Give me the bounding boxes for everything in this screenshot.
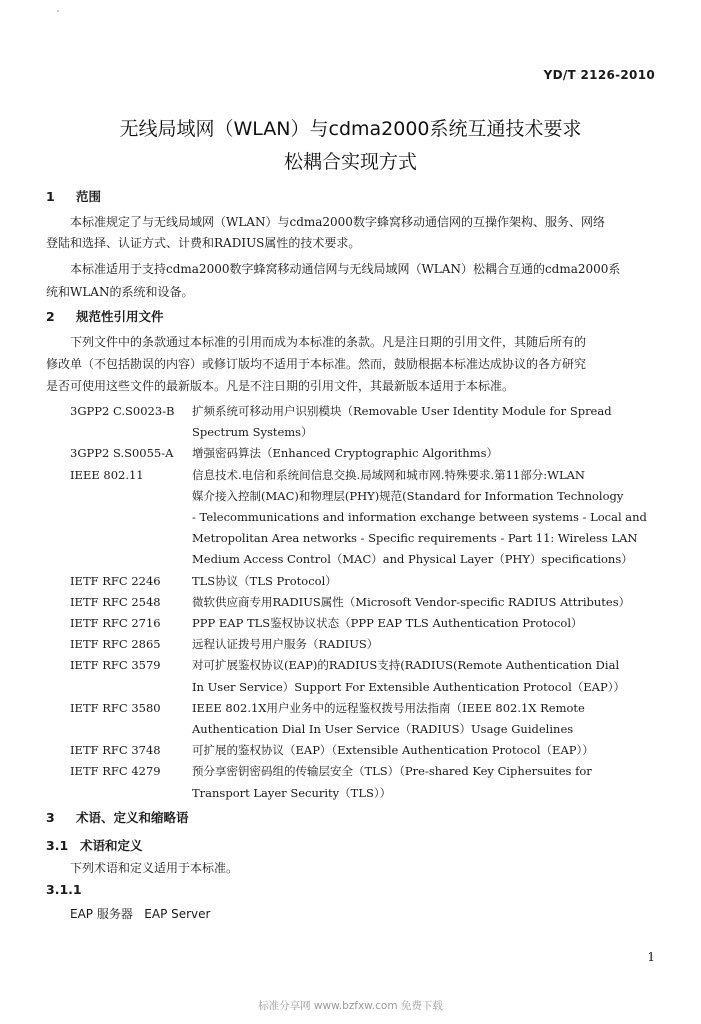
reference-code: IETF RFC 3579 bbox=[70, 658, 161, 673]
reference-code: IETF RFC 2865 bbox=[70, 637, 161, 652]
reference-description-line: 增强密码算法（Enhanced Cryptographic Algorithms） bbox=[192, 446, 498, 461]
term-entry: EAP 服务器 EAP Server bbox=[70, 907, 211, 921]
reference-description-line: Medium Access Control（MAC）and Physical Layer（PHY）specifications） bbox=[192, 552, 633, 567]
paragraph-line: 下列术语和定义适用于本标准。 bbox=[70, 861, 239, 875]
reference-description-line: 可扩展的鉴权协议（EAP）（Extensible Authentication Protocol（EAP）） bbox=[192, 743, 594, 758]
document-number: YD/T 2126-2010 bbox=[543, 68, 655, 82]
reference-description bbox=[192, 740, 655, 761]
title-line-1: 无线局域网（WLAN）与cdma2000系统互通技术要求 bbox=[119, 118, 582, 140]
reference-description-line: 远程认证拨号用户服务（RADIUS） bbox=[192, 637, 379, 652]
reference-description bbox=[192, 698, 655, 740]
subsection-3-1-heading bbox=[46, 836, 143, 854]
reference-item bbox=[70, 634, 655, 655]
reference-code: IETF RFC 2716 bbox=[70, 616, 161, 631]
reference-description-line: PPP EAP TLS鉴权协议状态（PPP EAP TLS Authentication Protocol） bbox=[192, 616, 583, 631]
page-number: 1 bbox=[647, 950, 655, 964]
reference-code: IETF RFC 2548 bbox=[70, 594, 161, 609]
reference-description bbox=[192, 571, 655, 592]
paragraph-line: 登陆和选择、认证方式、计费和RADIUS属性的技术要求。 bbox=[46, 236, 361, 250]
section-title: 规范性引用文件 bbox=[76, 309, 164, 324]
reference-code: 3GPP2 C.S0023-B bbox=[70, 404, 175, 418]
reference-description bbox=[192, 401, 655, 443]
paragraph-line: 统和WLAN的系统和设备。 bbox=[46, 285, 194, 299]
reference-item bbox=[70, 613, 655, 634]
reference-description-line: TLS协议（TLS Protocol） bbox=[192, 573, 337, 588]
reference-description bbox=[192, 655, 655, 697]
scan-speck bbox=[57, 10, 59, 12]
reference-description bbox=[192, 465, 655, 571]
reference-item bbox=[70, 401, 655, 443]
reference-item bbox=[70, 592, 655, 613]
reference-description-line: In User Service）Support For Extensible Authentication Protocol（EAP）） bbox=[192, 679, 625, 694]
paragraph-line: 是否可使用这些文件的最新版本。凡是不注日期的引用文件，其最新版本适用于本标准。 bbox=[46, 379, 515, 393]
reference-description-line: Transport Layer Security（TLS）） bbox=[192, 785, 392, 800]
section-title: 术语、定义和缩略语 bbox=[76, 810, 189, 825]
paragraph-line: 修改单（不包括勘误的内容）或修订版均不适用于本标准。然而，鼓励根据本标准达成协议的各方研究 bbox=[46, 357, 587, 371]
reference-code: IETF RFC 4279 bbox=[70, 764, 161, 779]
subsection-title: 术语和定义 bbox=[80, 838, 143, 853]
reference-description-line: Spectrum Systems） bbox=[192, 425, 313, 440]
reference-description bbox=[192, 613, 655, 634]
subsection-3-1-1-number: 3.1.1 bbox=[46, 882, 82, 897]
section-number: 2 bbox=[46, 309, 55, 324]
reference-code: IETF RFC 3580 bbox=[70, 700, 161, 715]
reference-item bbox=[70, 571, 655, 592]
reference-description-line: 微软供应商专用RADIUS属性（Microsoft Vendor-specific RADIUS Attributes） bbox=[192, 594, 631, 609]
reference-description-line: 信息技术.电信和系统间信息交换.局域网和城市网.特殊要求.第11部分:WLAN bbox=[192, 467, 585, 482]
reference-description-line: Authentication Dial In User Service（RADIUS）Usage Guidelines bbox=[192, 722, 574, 737]
reference-description-line: Metropolitan Area networks - Specific requirements - Part 11: Wireless LAN bbox=[192, 531, 638, 546]
reference-item bbox=[70, 740, 655, 761]
reference-list bbox=[70, 401, 655, 804]
reference-code: IETF RFC 2246 bbox=[70, 573, 161, 588]
reference-item bbox=[70, 655, 655, 697]
paragraph-line: 本标准规定了与无线局域网（WLAN）与cdma2000数字蜂窝移动通信网的互操作架构、服务、网络 bbox=[70, 215, 605, 229]
reference-description-line: IEEE 802.1X用户业务中的远程鉴权拨号用法指南（IEEE 802.1X Remote bbox=[192, 700, 585, 715]
paragraph-line: 下列文件中的条款通过本标准的引用而成为本标准的条款。凡是注日期的引用文件，其随后所有的 bbox=[70, 335, 587, 349]
section-title: 范围 bbox=[76, 189, 102, 204]
reference-description-line: 预分享密钥密码组的传输层安全（TLS）（Pre-shared Key Ciphersuites for bbox=[192, 764, 592, 779]
title-line-2: 松耦合实现方式 bbox=[283, 151, 417, 173]
reference-description bbox=[192, 592, 655, 613]
reference-item bbox=[70, 465, 655, 571]
paragraph-line: 本标准适用于支持cdma2000数字蜂窝移动通信网与无线局域网（WLAN）松耦合互通的cdma2000系 bbox=[70, 262, 621, 276]
section-3-heading bbox=[46, 808, 189, 826]
watermark: 标准分享网 www.bzfxw.com 免费下载 bbox=[258, 1000, 443, 1012]
subsection-number: 3.1 bbox=[46, 838, 69, 853]
section-2-heading bbox=[46, 307, 164, 325]
reference-item bbox=[70, 698, 655, 740]
reference-code: IETF RFC 3748 bbox=[70, 743, 161, 758]
section-number: 3 bbox=[46, 810, 55, 825]
reference-item bbox=[70, 761, 655, 803]
reference-code: IEEE 802.11 bbox=[70, 467, 144, 482]
reference-description-line: 对可扩展鉴权协议(EAP)的RADIUS支持(RADIUS(Remote Authentication Dial bbox=[192, 658, 620, 673]
reference-description-line: 扩频系统可移动用户识别模块（Removable User Identity Module for Spread bbox=[192, 404, 612, 418]
reference-description bbox=[192, 443, 655, 464]
section-number: 1 bbox=[46, 189, 55, 204]
reference-code: 3GPP2 S.S0055-A bbox=[70, 446, 174, 461]
reference-item bbox=[70, 443, 655, 464]
reference-description-line: - Telecommunications and information exchange between systems - Local and bbox=[192, 510, 647, 525]
reference-description bbox=[192, 634, 655, 655]
reference-description bbox=[192, 761, 655, 803]
reference-description-line: 媒介接入控制(MAC)和物理层(PHY)规范(Standard for Information Technology bbox=[192, 488, 624, 503]
section-1-heading bbox=[46, 187, 101, 205]
